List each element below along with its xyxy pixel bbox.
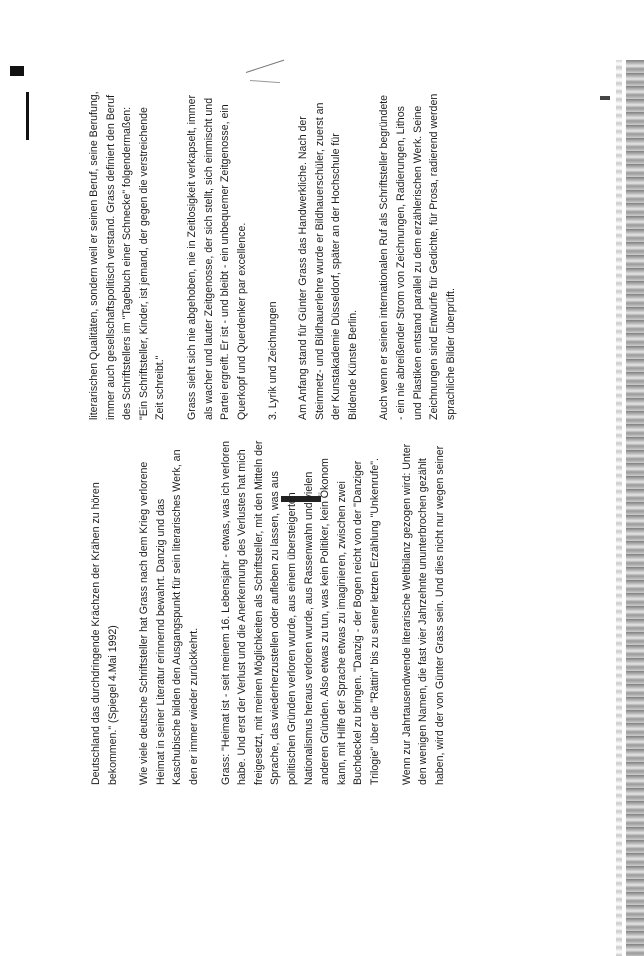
- text-column-left: [88, 435, 463, 785]
- paragraph: Grass: "Heimat ist - seit meinem 16. Lebensjahr - etwas, was ich verloren habe. Und erst der Verlust und die Anerkennung des Verlustes hat mich freigesetzt, mit meinen Möglichkeiten als Schriftsteller, mit den Mitteln der Sprache, das wiederherzustellen oder aufleben zu lassen, was aus politischen Gründen verloren wurde, aus einem übersteigerten Nationalismus heraus verloren wurde, aus Rassenwahn und vielen anderen Gründen. Also etwas zu tun, was kein Politiker, kein Ökonom kann, mit Hilfe der Sprache etwas zu imaginieren, zwischen zwei Buchdeckel zu bringen. "Danzig - der Bogen reicht von der "Danziger Trilogie" über die "Rättin" bis zu seiner letzten Erzählung "Unkenrufe".: [219, 440, 381, 785]
- scan-edge-shadow: [616, 60, 622, 956]
- scan-speck: [10, 66, 24, 76]
- scan-speck: [600, 96, 610, 100]
- section-heading: 3. Lyrik und Zeichnungen: [267, 301, 280, 420]
- paragraph: Auch wenn er seinen internationalen Ruf als Schriftsteller begründete - ein nie abreißender Strom von Zeichnungen, Radierungen, Lithos und Plastiken entstand parallel zu dem erzählerischen Werk. Seine Zeichnungen sind Entwürfe für Gedichte, für Prosa, radierend werden sprachliche Bilder überprüft.: [378, 93, 457, 420]
- paragraph: Wenn zur Jahrtausendwende literarische Weltbilanz gezogen wird: Unter den wenigen Namen, die fast vier Jahrzehnte ununterbrochen gezählt haben, wird der von Günter Grass sein. Und dies nicht nur wegen seiner: [400, 443, 446, 785]
- paragraph: Grass sieht sich nie abgehoben, nie in Zeitlosigkeit verkapselt, immer als wacher und lauter Zeitgenosse, der sich stellt, sich einmischt und Partei ergreift. Er ist - und bleibt - ein unbequemer Zeitgenosse, ein Querkopf und Querdenker par excellence.: [185, 94, 248, 420]
- paragraph: Wie viele deutsche Schriftsteller hat Grass nach dem Krieg verlorene Heimat in seiner Literatur erinnernd bewahrt. Danzig und das Kaschubische bilden den Ausgangspunkt für sein literarisches Werk, an den er immer wieder zurückkehrt.: [138, 449, 200, 785]
- paragraph: literarischen Qualitäten, sondern weil er seinen Beruf, seine Berufung, immer auch gesellschaftspolitisch verstand. Grass definiert den Beruf des Schriftstellers im "Tagebuch einer Schnecke" folgendermaßen: "Ein Schriftsteller, Kinder, ist jemand, der gegen die verstreichende Zeit schreibt.": [88, 91, 167, 420]
- scan-pen-mark: [250, 80, 280, 83]
- scan-edge-shadow: [626, 60, 644, 956]
- scan-speck: [26, 92, 29, 140]
- paragraph: Deutschland das durchdringende Krächzen der Krähen zu hören bekommen." (Spiegel 4.Mai 1992): [90, 482, 119, 785]
- scan-pen-mark: [246, 60, 284, 73]
- text-column-right: [86, 90, 474, 420]
- paragraph: Am Anfang stand für Günter Grass das Handwerkliche. Nach der Steinmetz- und Bildhauerlehre wurde er Bildhauerschüler, zuerst an der Kunstakademie Düsseldorf, später an der Hochschule für Bildende Künste Berlin.: [296, 102, 359, 420]
